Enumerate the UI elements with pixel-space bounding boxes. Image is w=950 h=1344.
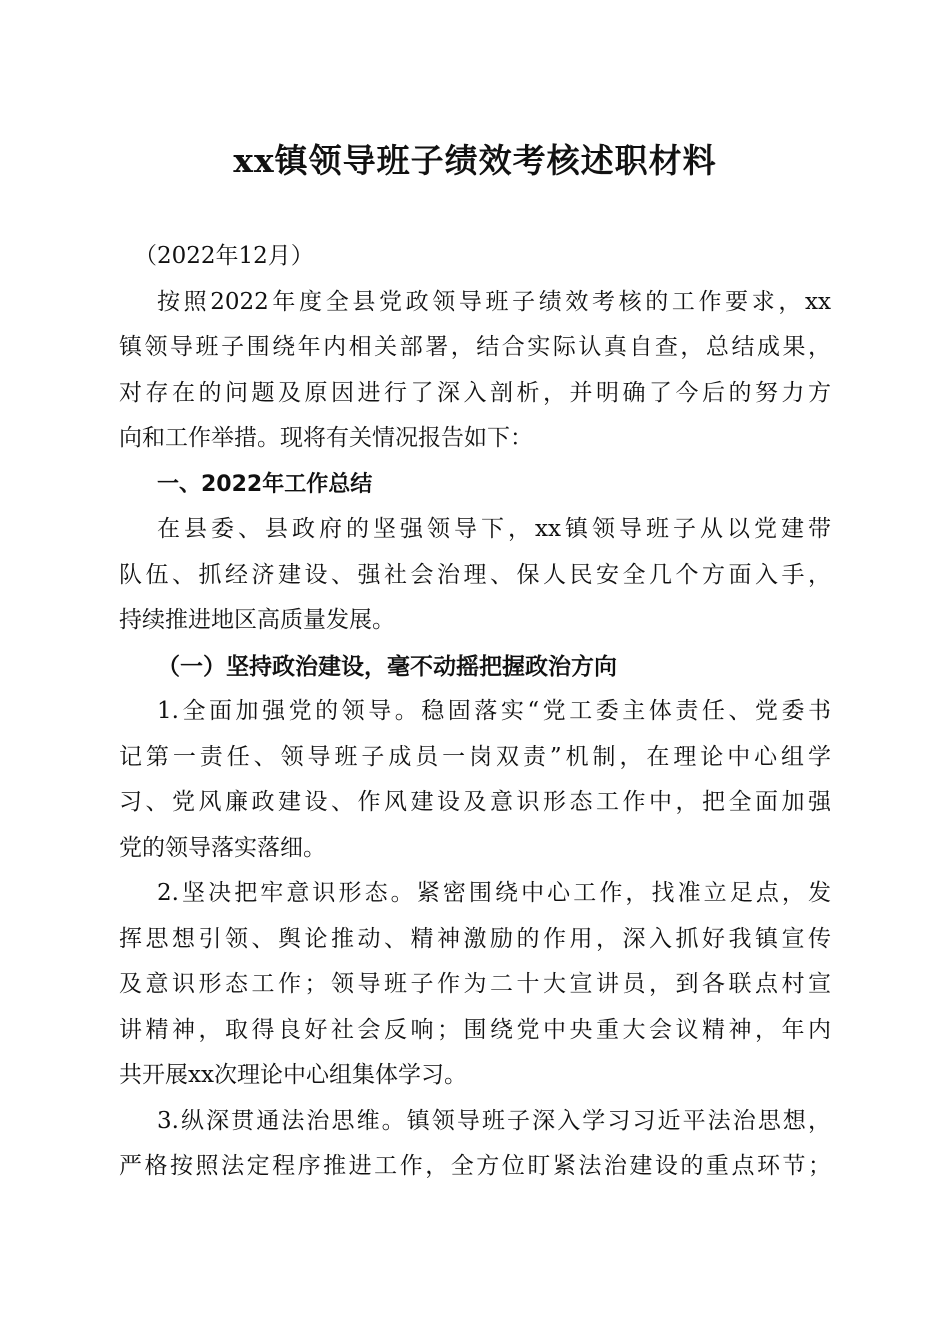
paragraph-line: 讲精神，取得良好社会反响；围绕党中央重大会议精神，年内: [119, 1016, 831, 1043]
paragraph-line: 党的领导落实落细。: [119, 834, 326, 861]
date-line: （2022年12月）: [134, 243, 314, 269]
paragraph-line: 及意识形态工作；领导班子作为二十大宣讲员，到各联点村宣: [119, 971, 831, 997]
paragraph-line: 镇领导班子围绕年内相关部署，结合实际认真自查，总结成果，: [119, 334, 831, 360]
subsection-heading: （一）坚持政治建设，毫不动摇把握政治方向: [157, 652, 617, 680]
paragraph-line: 1.全面加强党的领导。稳固落实“党工委主体责任、党委书: [157, 698, 831, 724]
paragraph-line: 严格按照法定程序推进工作，全方位盯紧法治建设的重点环节；: [119, 1153, 831, 1179]
section-heading: 一、2022年工作总结: [157, 471, 373, 497]
paragraph-line: 对存在的问题及原因进行了深入剖析，并明确了今后的努力方: [119, 379, 831, 406]
paragraph-line: 挥思想引领、舆论推动、精神激励的作用，深入抓好我镇宣传: [119, 925, 831, 952]
item-paragraph-3: [119, 1099, 831, 1190]
paragraph-line: 按照2022年度全县党政领导班子绩效考核的工作要求，xx: [157, 288, 831, 315]
paragraph-line: 2.坚决把牢意识形态。紧密围绕中心工作，找准立足点，发: [157, 880, 831, 906]
paragraph-line: 3.纵深贯通法治思维。镇领导班子深入学习习近平法治思想，: [157, 1107, 831, 1134]
section-paragraph: [119, 507, 831, 644]
item-paragraph-2: [119, 871, 831, 1099]
paragraph-line: 习、党风廉政建设、作风建设及意识形态工作中，把全面加强: [119, 789, 831, 815]
document-body: [119, 234, 831, 1190]
paragraph-line: 向和工作举措。现将有关情况报告如下：: [119, 425, 533, 451]
paragraph-line: 持续推进地区高质量发展。: [119, 607, 395, 633]
paragraph-line: 共开展xx次理论中心组集体学习。: [119, 1062, 467, 1088]
paragraph-line: 在县委、县政府的坚强领导下，xx镇领导班子从以党建带: [157, 516, 831, 542]
document-title: xx镇领导班子绩效考核述职材料: [233, 141, 717, 180]
item-paragraph-1: [119, 689, 831, 871]
paragraph-line: 记第一责任、领导班子成员一岗双责”机制，在理论中心组学: [119, 743, 831, 770]
paragraph-line: 队伍、抓经济建设、强社会治理、保人民安全几个方面入手，: [119, 561, 831, 588]
intro-paragraph: [119, 280, 831, 462]
